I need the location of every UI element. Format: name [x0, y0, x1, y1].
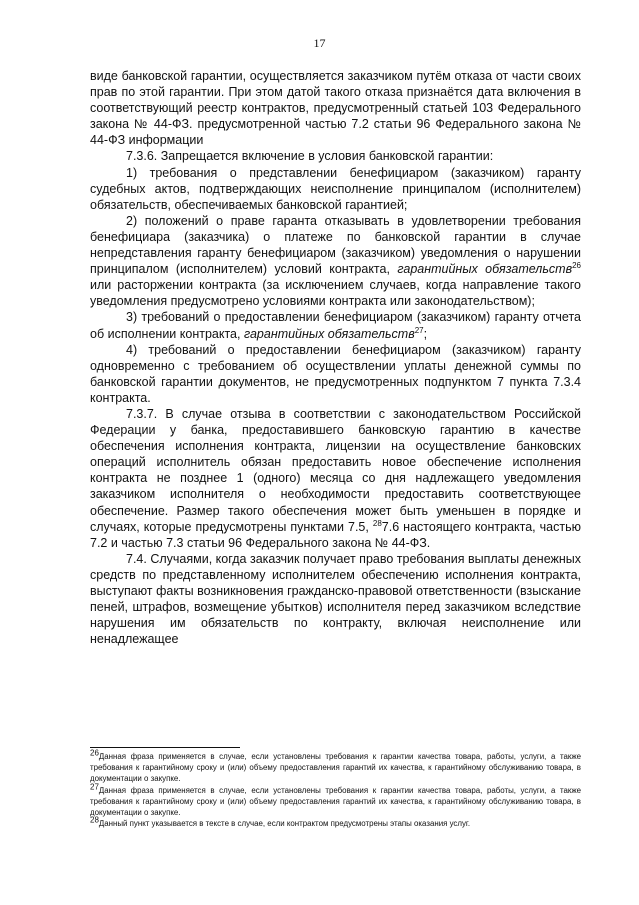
footnote-number: 28: [90, 815, 99, 825]
paragraph-text: 1) требования о представлении бенефициаром (заказчиком) гаранту судебных актов, подтверждающих неисполнение принципалом (исполнителем) обязательств, обеспечиваемых банковской гарантией;: [90, 165, 581, 212]
footnote-ref-28: 28: [372, 518, 382, 528]
paragraph-7-4: [90, 551, 581, 648]
paragraph-text: 7.3.6. Запрещается включение в условия банковской гарантии:: [126, 149, 494, 164]
footnote-ref-26: 26: [572, 260, 581, 270]
paragraph-text: 3) требований о предоставлении бенефициаром (заказчиком) гаранту отчета об исполнении контракта,: [90, 310, 581, 341]
footnote-separator: [90, 747, 240, 748]
paragraph-text: ;: [423, 326, 428, 341]
list-item-2: [90, 213, 581, 310]
footnote-26: [90, 748, 581, 785]
italic-phrase: гарантийных обязательств: [397, 262, 573, 277]
paragraph-text: 2) положений о праве гаранта отказывать в удовлетворении требования бенефициара (заказчика) о платеже по банковской гарантии в случае непредставления гаранту бенефициаром (заказчиком) уведомления о нарушении принципалом (исполнителем) условий контракта,: [90, 213, 581, 277]
paragraph-text: 4) требований о предоставлении бенефициаром (заказчиком) гаранту одновременно с требованием об осуществлении уплаты денежной суммы по банковской гарантии документов, не предусмотренных подпунктом 7 пункта 7.3.4 контракта.: [90, 342, 581, 405]
footnote-ref-27: 27: [414, 325, 424, 335]
footnote-text: Данная фраза применяется в случае, если установлены требования к гарантии качества товара, работы, услуги, а также требования к гарантийному сроку и (или) объему предоставления гарантий их качества, к гарантийному обслуживанию товара, в документации о закупке.: [90, 785, 581, 818]
list-item-3: [90, 309, 581, 341]
list-item-1: [90, 165, 581, 213]
footnote-27: [90, 781, 581, 819]
footnote-text: Данный пункт указывается в тексте в случае, если контрактом предусмотрены этапы оказания услуг.: [98, 819, 471, 829]
page-number: 17: [313, 36, 326, 50]
paragraph-text: 7.6 настоящего контракта, частью 7.2 и частью 7.3 статьи 96 Федерального закона № 44-ФЗ.: [90, 519, 581, 550]
paragraph-text: или расторжении контракта (за исключением случаев, когда направление такого уведомления предусмотрено условиями контракта или законодательством);: [90, 278, 581, 309]
paragraph-text: 7.4. Случаями, когда заказчик получает право требования выплаты денежных средств по представленному исполнителем обеспечению исполнения контракта, выступают факты возникновения гражданско-правовой ответственности (взыскание пеней, штрафов, возмещение убытков) исполнителя перед заказчиком вследствие нарушения им обязательств по контракту, включая неисполнение или ненадлежащее: [90, 551, 581, 647]
footnote-28: [90, 815, 581, 829]
footnotes: [90, 748, 581, 829]
paragraph-text: виде банковской гарантии, осуществляется заказчиком путём отказа от части своих прав по этой гарантии. При этом датой такого отказа признаётся дата включения в соответствующий реестр контрактов, предусмотренный статьей 103 Федерального закона № 44-ФЗ. предусмотренной частью 7.2 статьи 96 Федерального закона № 44-ФЗ информации: [90, 69, 581, 148]
paragraph-text: 7.3.7. В случае отзыва в соответствии с законодательством Российской Федерации у банка, предоставившего банковскую гарантию в качестве обеспечения исполнения контракта, лицензии на осуществление банковских операций исполнитель обязан предоставить новое обеспечение исполнения контракта не позднее 1 (одного) месяца со дня надлежащего уведомления заказчиком исполнителя о необходимости предоставить соответствующее обеспечение. Размер такого обеспечения может быть уменьшен в порядке и случаях, которые предусмотрены пунктами 7.5,: [90, 406, 581, 534]
paragraph-continuation: [90, 68, 581, 148]
footnote-number: 26: [90, 748, 99, 758]
italic-phrase: гарантийных обязательств: [243, 326, 415, 341]
paragraph-7-3-7: [90, 406, 581, 551]
paragraph-7-3-6: [90, 148, 581, 164]
list-item-4: [90, 342, 581, 406]
document-body: [90, 68, 581, 647]
footnote-text: Данная фраза применяется в случае, если установлены требования к гарантии качества товара, работы, услуги, а также требования к гарантийному сроку и (или) объему предоставления гарантий их качества, к гарантийному обслуживанию товара, в документации о закупке.: [90, 752, 581, 784]
footnote-number: 27: [90, 781, 99, 791]
